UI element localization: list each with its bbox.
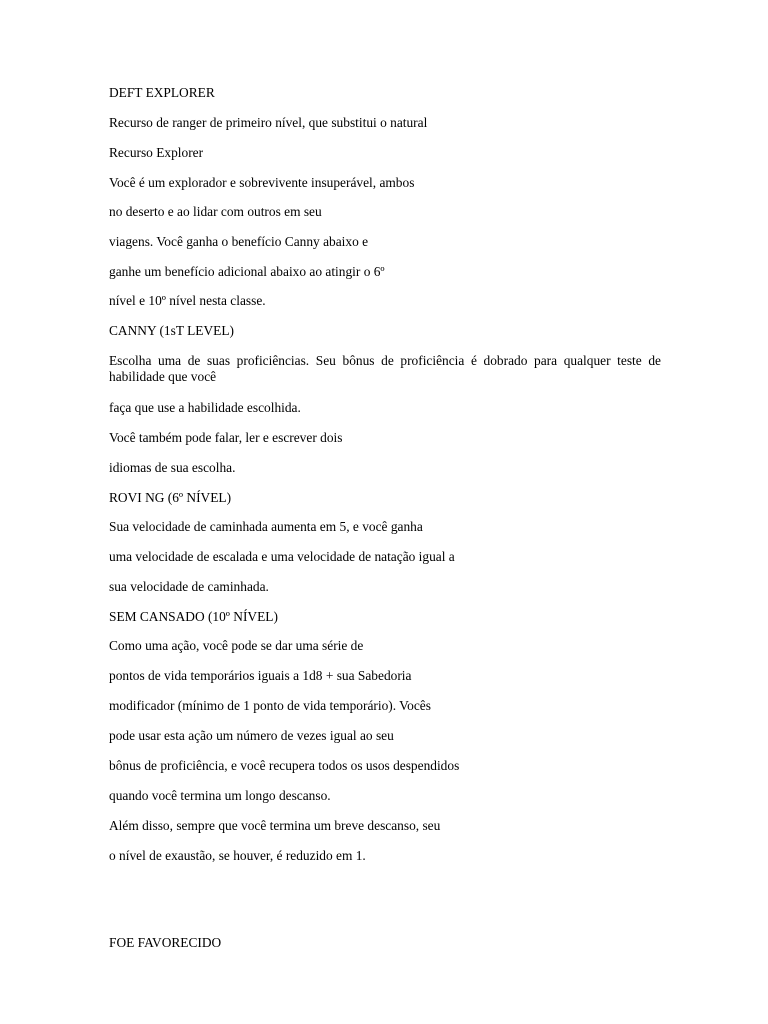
paragraph-line: idiomas de sua escolha. [109, 460, 236, 475]
paragraph-line: o nível de exaustão, se houver, é reduzido em 1. [109, 848, 366, 863]
paragraph-line: viagens. Você ganha o benefício Canny abaixo e [109, 234, 369, 249]
paragraph-line: Recurso de ranger de primeiro nível, que substitui o natural [109, 115, 428, 130]
paragraph-line: ganhe um benefício adicional abaixo ao atingir o 6º [109, 264, 385, 279]
paragraph-line: quando você termina um longo descanso. [109, 788, 331, 803]
paragraph-line: Você é um explorador e sobrevivente insuperável, ambos [109, 175, 415, 190]
paragraph-line: Escolha uma de suas proficiências. Seu bônus de proficiência é dobrado para qualquer teste de habilidade que você [109, 353, 661, 384]
heading-sem-cansado: SEM CANSADO (10º NÍVEL) [109, 609, 278, 624]
paragraph-line: nível e 10º nível nesta classe. [109, 293, 266, 308]
paragraph-line: uma velocidade de escalada e uma velocidade de natação igual a [109, 549, 455, 564]
paragraph-line: no deserto e ao lidar com outros em seu [109, 204, 322, 219]
paragraph-line: Sua velocidade de caminhada aumenta em 5, e você ganha [109, 519, 423, 534]
paragraph-line: Além disso, sempre que você termina um breve descanso, seu [109, 818, 441, 833]
heading-deft-explorer: DEFT EXPLORER [109, 85, 215, 100]
paragraph-line: pontos de vida temporários iguais a 1d8 + sua Sabedoria [109, 668, 412, 683]
paragraph-line: sua velocidade de caminhada. [109, 579, 269, 594]
paragraph-line: faça que use a habilidade escolhida. [109, 400, 301, 415]
heading-canny: CANNY (1sT LEVEL) [109, 323, 234, 338]
paragraph-line: bônus de proficiência, e você recupera todos os usos despendidos [109, 758, 460, 773]
heading-roving: ROVI NG (6º NÍVEL) [109, 490, 232, 505]
paragraph-line: Recurso Explorer [109, 145, 204, 160]
paragraph-line: Como uma ação, você pode se dar uma série de [109, 638, 364, 653]
paragraph-line: pode usar esta ação um número de vezes igual ao seu [109, 728, 394, 743]
heading-foe-favorecido: FOE FAVORECIDO [109, 935, 222, 950]
paragraph-line: modificador (mínimo de 1 ponto de vida temporário). Vocês [109, 698, 431, 713]
paragraph-line: Você também pode falar, ler e escrever dois [109, 430, 343, 445]
